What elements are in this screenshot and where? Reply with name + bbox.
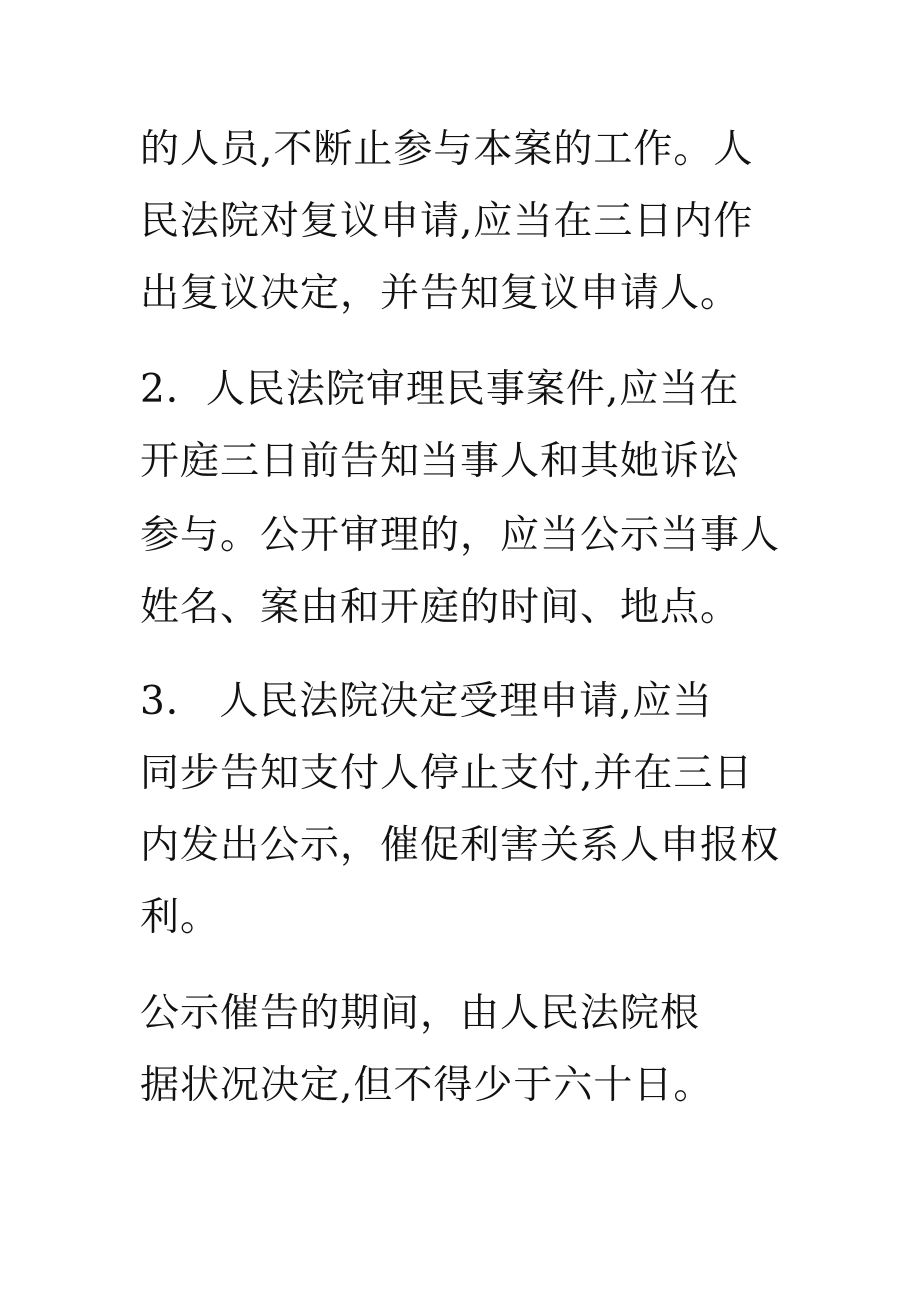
paragraph-line: 民法院对复议申请,应当在三日内作 (140, 199, 754, 244)
paragraph-line: 3． 人民法院决定受理申请,应当 (140, 679, 713, 724)
paragraph-line: 的人员,不断止参与本案的工作。人 (140, 127, 754, 172)
paragraph-line: 据状况决定,但不得少于六十日。 (140, 1063, 714, 1108)
paragraph-line: 利。 (140, 895, 221, 940)
paragraph-line: 内发出公示，催促利害关系人申报权 (140, 823, 781, 868)
paragraph-line: 同步告知支付人停止支付,并在三日 (140, 751, 754, 796)
paragraph-line: 2．人民法院审理民事案件,应当在 (140, 367, 740, 412)
paragraph-line: 开庭三日前告知当事人和其她诉讼 (140, 439, 741, 484)
paragraph-line: 参与。公开审理的，应当公示当事人 (140, 513, 781, 558)
paragraph-line: 公示催告的期间，由人民法院根 (140, 991, 701, 1036)
paragraph-line: 出复议决定，并告知复议申请人。 (140, 271, 741, 316)
paragraph-line: 姓名、案由和开庭的时间、地点。 (140, 585, 741, 630)
